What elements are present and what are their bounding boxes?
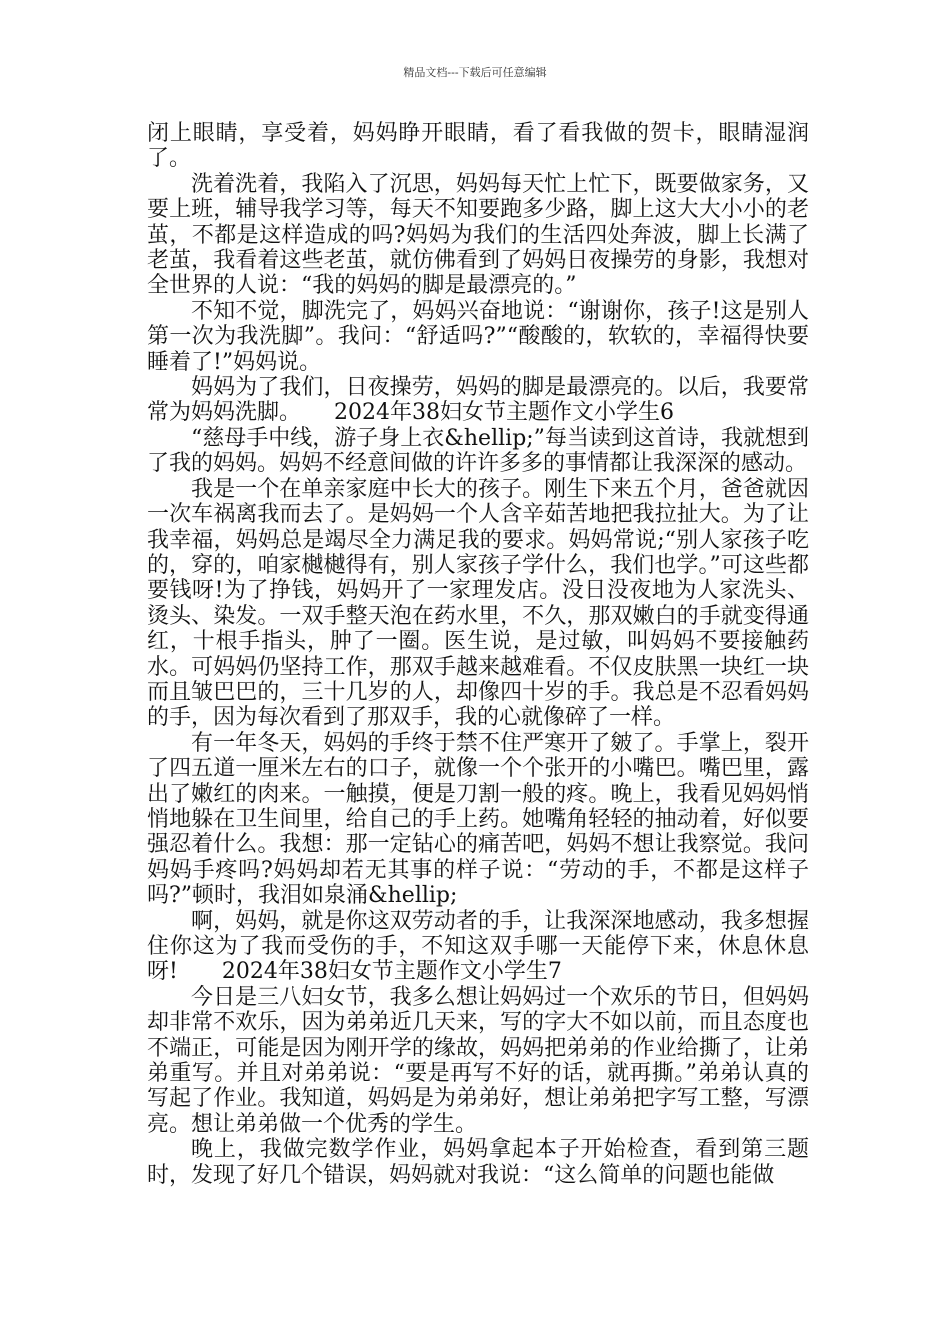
paragraph: 今日是三八妇女节，我多么想让妈妈过一个欢乐的节日，但妈妈却非常不欢乐，因为弟弟近几天来，写的字大不如以前，而且态度也不端正，可能是因为刚开学的缘故，妈妈把弟弟的作业给撕了，让弟弟重写。并且对弟弟说：“要是再写不好的话，就再撕。”弟弟认真的写起了作业。我知道，妈妈是为弟弟好，想让弟弟把字写工整，写漂亮。想让弟弟做一个优秀的学生。 bbox=[147, 984, 809, 1137]
page-header: 精品文档---下载后可任意编辑 bbox=[403, 66, 547, 79]
paragraph: 洗着洗着，我陷入了沉思，妈妈每天忙上忙下，既要做家务，又要上班，辅导我学习等，每天不知要跑多少路，脚上这大大小小的老茧，不都是这样造成的吗?妈妈为我们的生活四处奔波，脚上长满了老茧，我看着这些老茧，就仿佛看到了妈妈日夜操劳的身影，我想对全世界的人说：“我的妈妈的脚是最漂亮的。” bbox=[147, 171, 809, 299]
paragraph: 有一年冬天，妈妈的手终于禁不住严寒开了皴了。手掌上，裂开了四五道一厘米左右的口子，就像一个个张开的小嘴巴。嘴巴里，露出了嫩红的肉来。一触摸，便是刀割一般的疼。晚上，我看见妈妈悄悄地躲在卫生间里，给自己的手上药。她嘴角轻轻的抽动着，好似要强忍着什么。我想：那一定钻心的痛苦吧，妈妈不想让我察觉。我问妈妈手疼吗?妈妈却若无其事的样子说：“劳动的手，不都是这样子吗?”顿时，我泪如泉涌&hellip; bbox=[147, 730, 809, 909]
paragraph: 晚上，我做完数学作业，妈妈拿起本子开始检查，看到第三题时，发现了好几个错误，妈妈就对我说：“这么简单的问题也能做 bbox=[147, 1137, 809, 1188]
paragraph: 我是一个在单亲家庭中长大的孩子。刚生下来五个月，爸爸就因一次车祸离我而去了。是妈妈一个人含辛茹苦地把我拉扯大。为了让我幸福，妈妈总是竭尽全力满足我的要求。妈妈常说;“别人家孩子吃的，穿的，咱家樾樾得有，别人家孩子学什么，我们也学。”可这些都要钱呀!为了挣钱，妈妈开了一家理发店。没日没夜地为人家洗头、烫头、染发。一双手整天泡在药水里，不久，那双嫩白的手就变得通红，十根手指头，肿了一圈。医生说，是过敏，叫妈妈不要接触药水。可妈妈仍坚持工作，那双手越来越难看。不仅皮肤黑一块红一块而且皱巴巴的，三十几岁的人，却像四十岁的手。我总是不忍看妈妈的手，因为每次看到了那双手，我的心就像碎了一样。 bbox=[147, 476, 809, 731]
paragraph: 不知不觉，脚洗完了，妈妈兴奋地说：“谢谢你，孩子!这是别人第一次为我洗脚”。我问：“舒适吗?”“酸酸的，软软的，幸福得快要睡着了!”妈妈说。 bbox=[147, 298, 809, 375]
paragraph: “慈母手中线，游子身上衣&hellip;”每当读到这首诗，我就想到了我的妈妈。妈妈不经意间做的许许多多的事情都让我深深的感动。 bbox=[147, 425, 809, 477]
paragraph: 啊，妈妈，就是你这双劳动者的手，让我深深地感动，我多想握住你这为了我而受伤的手，不知这双手哪一天能停下来，休息休息呀! 2024年38妇女节主题作文小学生7 bbox=[147, 908, 809, 985]
paragraph: 闭上眼睛，享受着，妈妈睁开眼睛，看了看我做的贺卡，眼睛湿润了。 bbox=[147, 121, 809, 172]
paragraph: 妈妈为了我们，日夜操劳，妈妈的脚是最漂亮的。以后，我要常常为妈妈洗脚。 2024年38妇女节主题作文小学生6 bbox=[147, 375, 809, 426]
document-body bbox=[147, 121, 809, 1188]
